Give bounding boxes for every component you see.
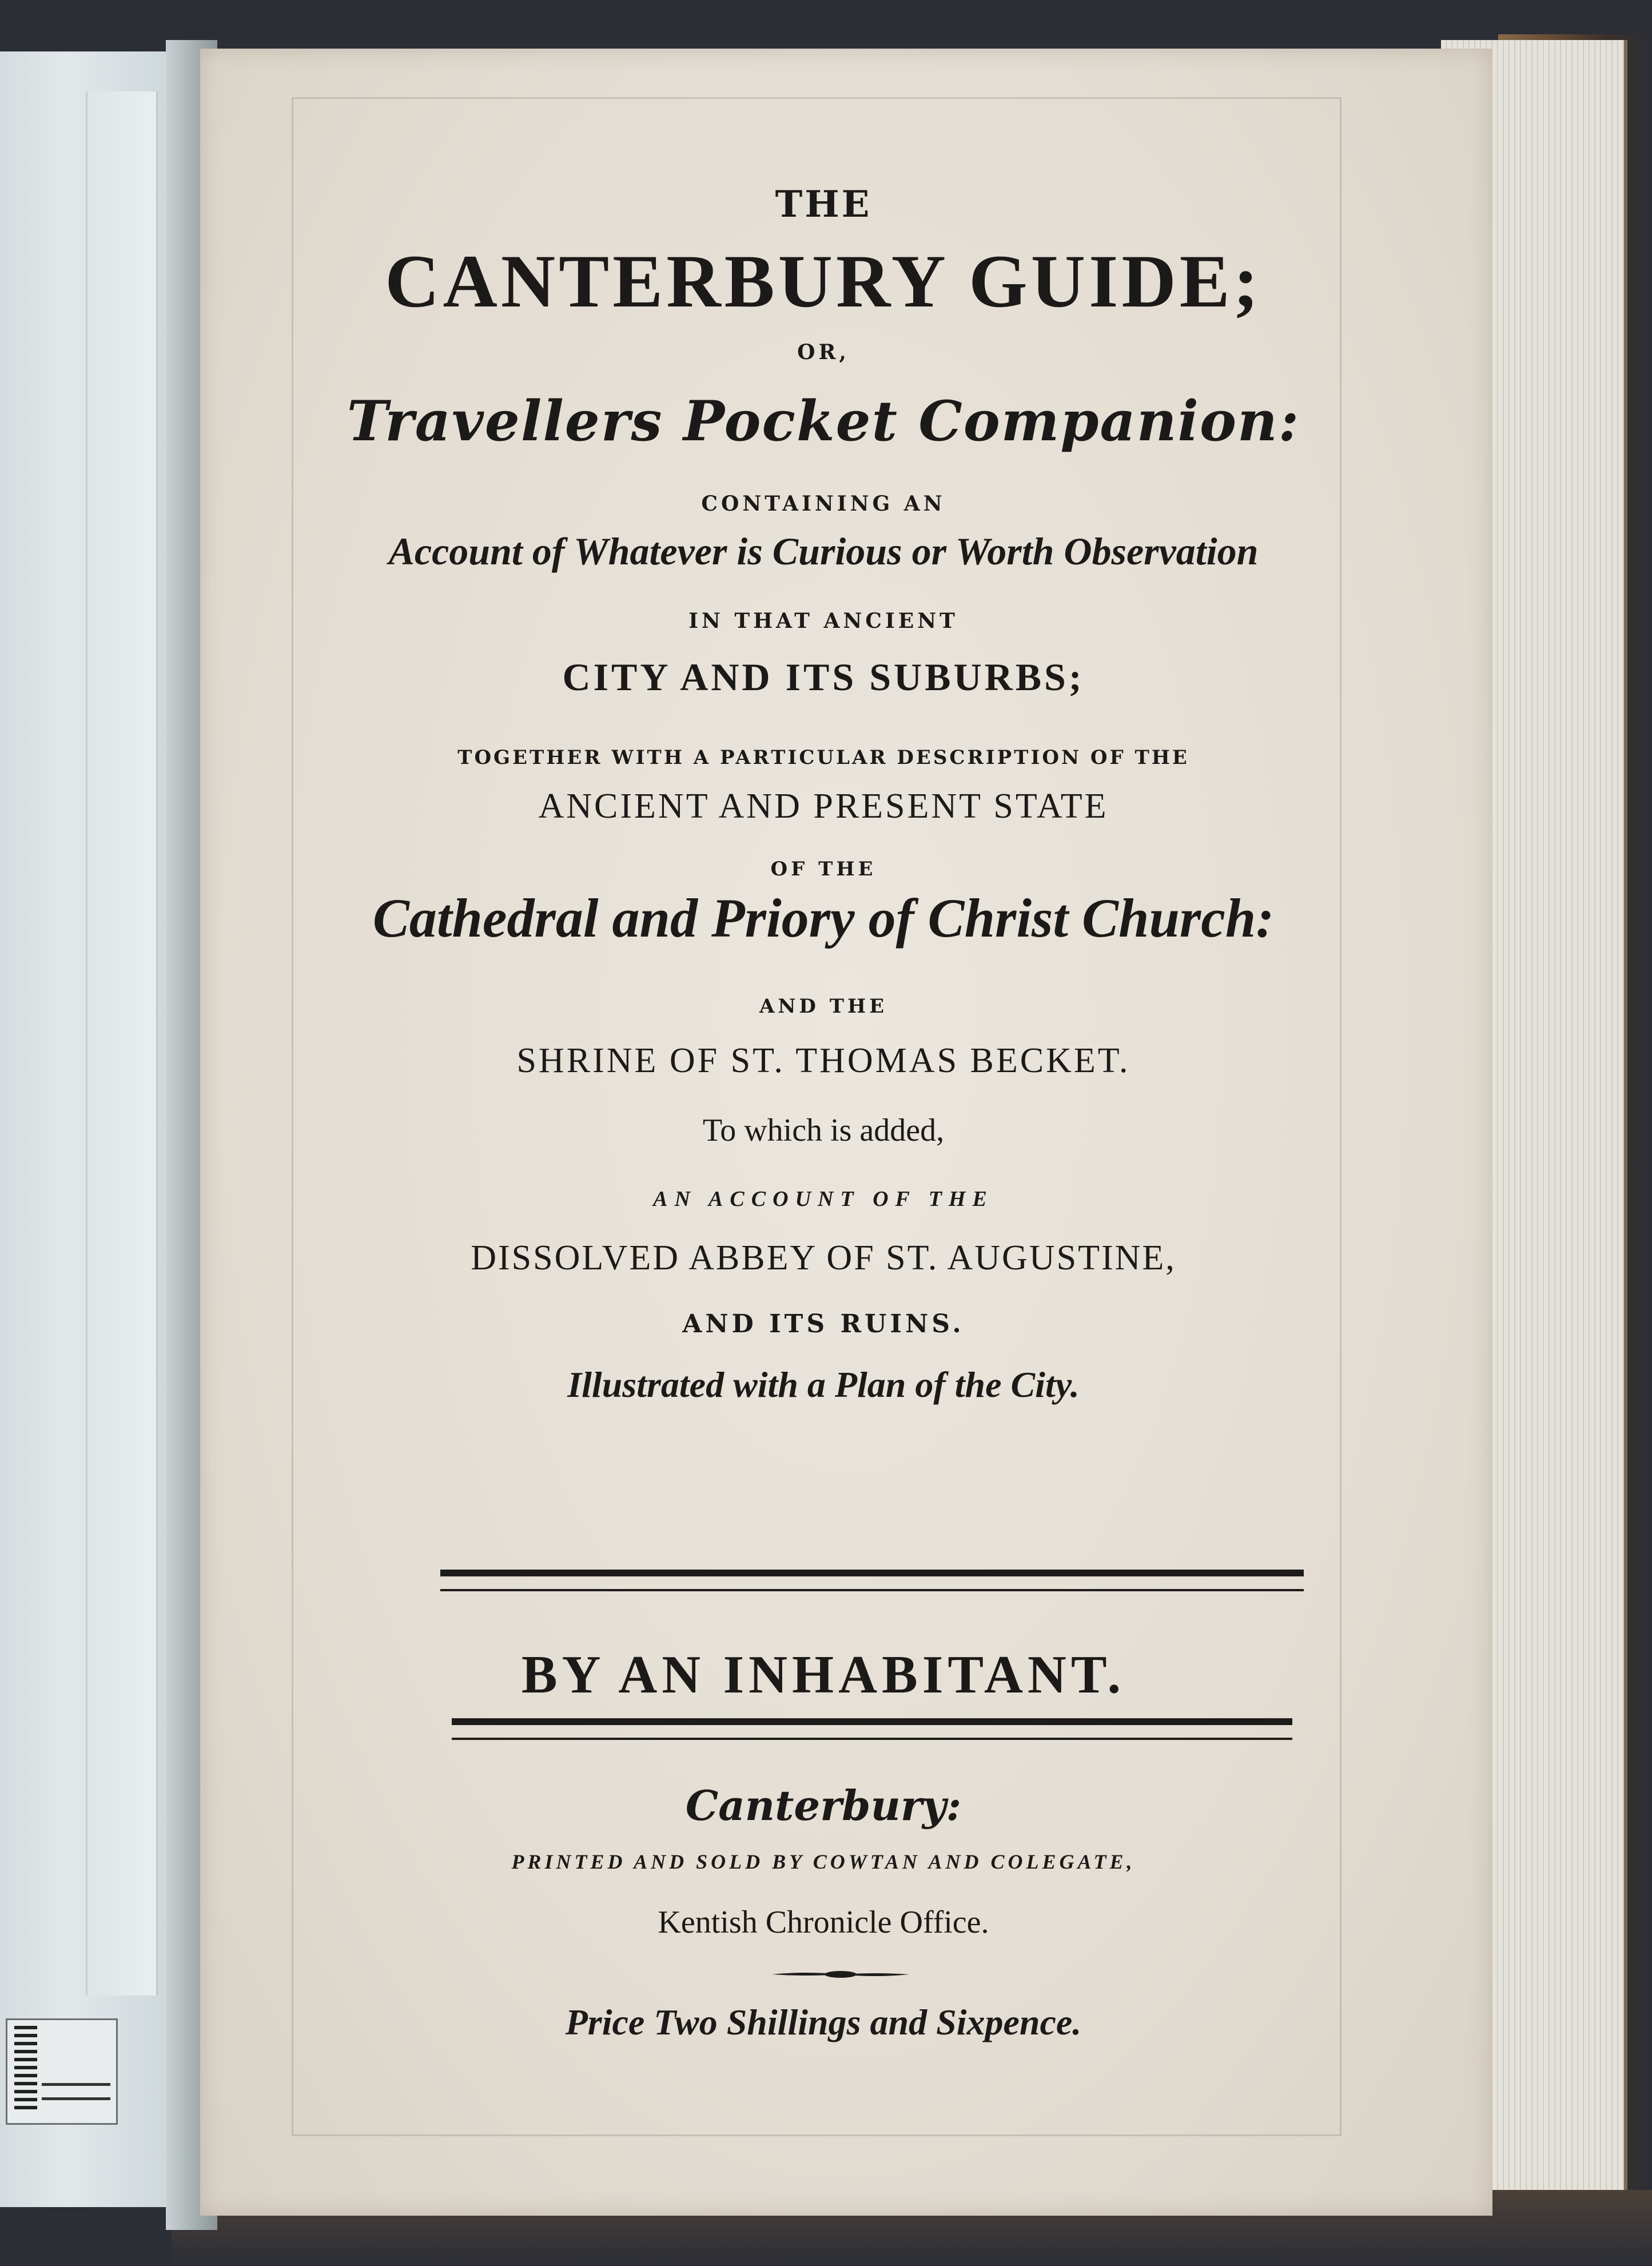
an-account-line: AN ACCOUNT OF THE (653, 1187, 994, 1211)
account-line: Account of Whatever is Curious or Worth Observation (388, 529, 1259, 573)
together-line: TOGETHER WITH A PARTICULAR DESCRIPTION OF THE (457, 746, 1189, 769)
ancient-state-line: ANCIENT AND PRESENT STATE (538, 787, 1109, 826)
title-the: THE (775, 183, 872, 226)
top-double-rule (440, 1570, 1304, 1591)
ruins-line: AND ITS RUINS. (682, 1309, 965, 1339)
place-line: Canterbury: (685, 1781, 962, 1830)
bottom-double-rule (452, 1718, 1292, 1740)
title-page (200, 49, 1492, 2216)
city-line: CITY AND ITS SUBURBS; (562, 655, 1085, 699)
to-which-line: To which is added, (702, 1113, 945, 1148)
abbey-line: DISSOLVED ABBEY OF ST. AUGUSTINE, (471, 1238, 1176, 1277)
left-flyleaf (86, 91, 158, 1996)
library-label (6, 2018, 118, 2125)
subtitle: Travellers Pocket Companion: (347, 389, 1300, 453)
shrine-line: SHRINE OF ST. THOMAS BECKET. (516, 1041, 1130, 1080)
label-barcode (14, 2026, 37, 2112)
of-the-line: OF THE (770, 858, 877, 881)
author-line: BY AN INHABITANT. (521, 1645, 1126, 1705)
and-the-line: AND THE (759, 995, 888, 1018)
printer-line: PRINTED AND SOLD BY COWTAN AND COLEGATE, (511, 1850, 1136, 1873)
title-or: OR, (797, 340, 850, 364)
office-line: Kentish Chronicle Office. (658, 1905, 989, 1940)
illustrated-line: Illustrated with a Plan of the City. (567, 1364, 1080, 1405)
ornament-rule (772, 1970, 909, 1979)
containing-line: CONTAINING AN (701, 492, 946, 516)
in-that-line: IN THAT ANCIENT (688, 609, 958, 633)
cathedral-line: Cathedral and Priory of Christ Church: (372, 887, 1275, 949)
main-title: CANTERBURY GUIDE; (385, 239, 1262, 323)
price-line: Price Two Shillings and Sixpence. (565, 2002, 1082, 2042)
label-lines (42, 2083, 110, 2100)
